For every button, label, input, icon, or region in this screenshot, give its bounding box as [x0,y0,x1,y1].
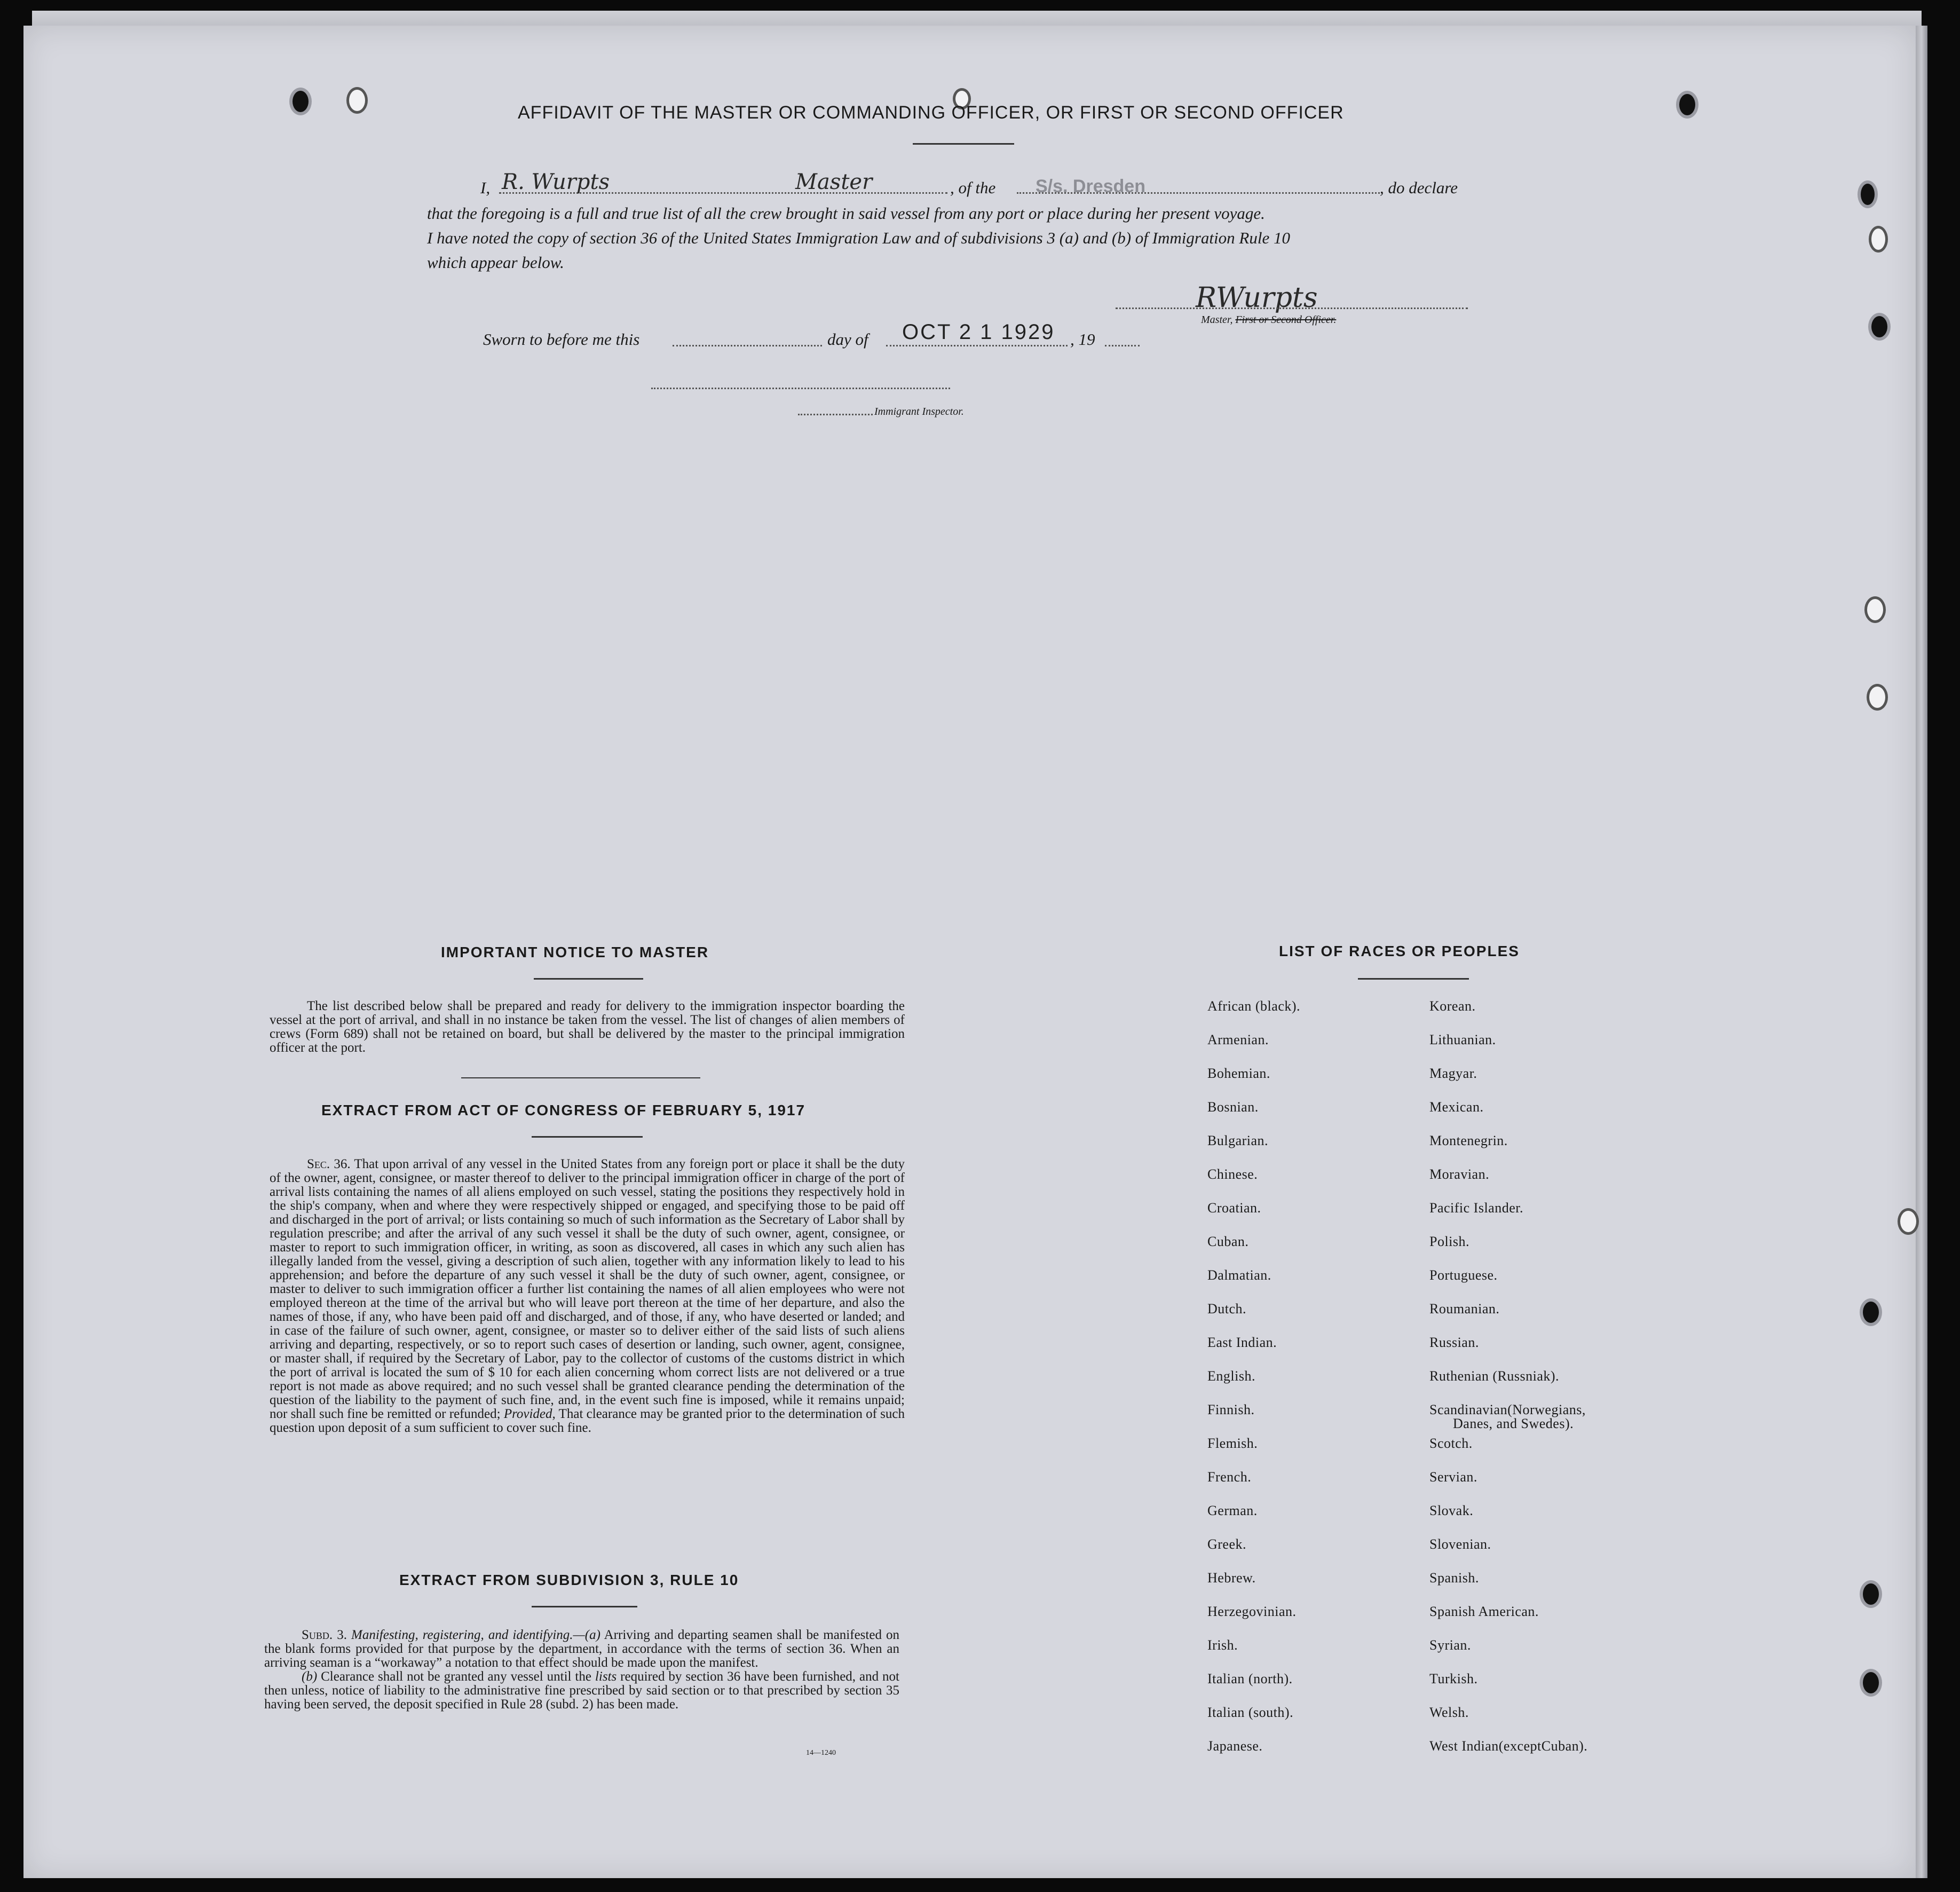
race-item: Korean. [1429,998,1476,1014]
inspector-caption: Immigrant Inspector. [874,406,964,417]
race-item: Turkish. [1429,1671,1478,1686]
punch-hole-icon [1871,316,1887,337]
sec-label: Sec. 36. [307,1157,351,1171]
b-text-2: required by section 36 have been furnished, and not then unless, notice of liability to the administrative fine prescribed by said section or to that prescribed by section 35 having been served, the deposit specified in Rule 28 (subd. 2) has been made. [264,1669,899,1712]
race-item: Slovak. [1429,1503,1474,1518]
b-lists: lists [595,1669,617,1684]
title-underline [913,143,1014,145]
race-item: Italian (south). [1207,1705,1294,1720]
notice-heading: IMPORTANT NOTICE TO MASTER [441,944,709,960]
race-item: French. [1207,1469,1252,1485]
races-heading: LIST OF RACES OR PEOPLES [1279,943,1520,959]
form-number: 14—1240 [806,1749,836,1757]
affidavit-title: AFFIDAVIT OF THE MASTER OR COMMANDING OFFICER, OR FIRST OR SECOND OFFICER [518,103,1344,123]
race-item: Irish. [1207,1637,1238,1653]
year-blank [1105,345,1140,346]
race-item: West Indian(exceptCuban). [1429,1738,1588,1754]
act-paragraph [270,1157,905,1435]
signature-line [1116,308,1468,309]
race-item: German. [1207,1503,1258,1518]
notice-text [270,999,905,1055]
handwritten-name: R. Wurpts [502,170,610,194]
punch-hole-icon [1869,687,1885,708]
sworn-day-blank [673,345,822,346]
race-item: Scotch. [1429,1436,1473,1451]
rule-paragraph-b [264,1670,899,1712]
race-item: Welsh. [1429,1705,1469,1720]
race-item: Dalmatian. [1207,1267,1271,1283]
race-item: Flemish. [1207,1436,1258,1451]
act-text [270,1157,905,1435]
rule-paragraph-a [264,1628,899,1670]
inspector-line-1 [651,388,950,389]
race-item: Cuban. [1207,1234,1249,1249]
race-item: Lithuanian. [1429,1032,1496,1047]
race-item-continuation: Danes, and Swedes). [1453,1416,1574,1431]
race-item: African (black). [1207,998,1301,1014]
day-of-label: day of [827,330,868,349]
handwritten-rank: Master [795,170,873,194]
race-item: Dutch. [1207,1301,1247,1316]
punch-hole-icon [293,91,309,112]
race-item: East Indian. [1207,1335,1277,1350]
race-item: Spanish American. [1429,1604,1539,1619]
punch-hole-icon [1863,1672,1879,1693]
sec-text: That upon arrival of any vessel in the United States from any foreign port or place it shall be the duty of the owner, agent, consignee, or master thereof to deliver to the principal immigration officer in charge of the port of arrival lists containing the names of all aliens employed on such vessel, stating the positions they respectively hold in the ship's company, when and where they were respectively shipped or engaged, and specifying those to be paid off and discharged in the port of arrival; or lists containing so much of such information as the Secretary of Labor shall by regulation prescribe; and after the arrival of any such vessel it shall be the duty of such owner, agent, consignee, or master to report to such immigration officer, in writing, as soon as discovered, all cases in which any such alien has illegally landed from the vessel, giving a description of such alien, together with any information likely to lead to his apprehension; and before the departure of any such vessel it shall be the duty of such owner, agent, consignee, or master to deliver to such immigration officer a further list containing the names of all alien employees who were not employed thereon at the time of the arrival but who will leave port thereon at the time of her departure, and also the names of those, if any, who have been paid off and discharged, and of those, if any, who have deserted or landed; and in case of the failure of such owner, agent, consignee, or master so to deliver either of the said lists of such aliens arriving and departing, respectively, or so to report such cases of desertion or landing, such owner, agent, consignee, or master shall, if required by the Secretary of Labor, pay to the collector of customs of the customs district in which the port of arrival is located the sum of $ 10 for each alien concerning whom correct lists are not delivered or a true report is not made as above required; and no such vessel shall be granted clearance pending the determination of the question of the liability to the payment of such fine, and, in the event such fine is imposed, while it remains unpaid; nor shall such fine be remitted or refunded; [270,1157,905,1421]
race-item: Croatian. [1207,1200,1261,1216]
race-item: Moravian. [1429,1166,1490,1182]
of-the-label: , of the [950,178,996,197]
signature-caption [1201,314,1336,326]
race-item: English. [1207,1368,1255,1384]
date-stamp: OCT 2 1 1929 [902,320,1055,344]
race-item: Bohemian. [1207,1066,1270,1081]
notice-paragraph: The list described below shall be prepared and ready for delivery to the immigration inspector boarding the vessel at the port of arrival, and shall in no instance be taken from the vessel. The list of changes of alien members of crews (Form 689) shall not be retained on board, but shall be delivered by the master to the principal immigration officer at the port. [270,999,905,1055]
race-item: Montenegrin. [1429,1133,1508,1148]
race-item: Finnish. [1207,1402,1255,1417]
sworn-month-blank [886,345,1068,346]
b-text-1: Clearance shall not be granted any vessel until the [321,1669,591,1684]
declaration-prefix: I, [480,178,491,197]
race-item: Bulgarian. [1207,1133,1269,1148]
page-right-edge [1916,26,1927,1878]
race-item: Portuguese. [1429,1267,1498,1283]
race-item: Pacific Islander. [1429,1200,1523,1216]
provided-text: That clearance may be granted prior to the determination of such question upon deposit of a sum sufficient to cover such fine. [270,1407,905,1435]
race-item: Syrian. [1429,1637,1471,1653]
race-item: Polish. [1429,1234,1470,1249]
race-item: Roumanian. [1429,1301,1500,1316]
rule-heading: EXTRACT FROM SUBDIVISION 3, RULE 10 [399,1572,739,1588]
vessel-name-stamp: S/s. Dresden [1036,176,1145,196]
race-item: Slovenian. [1429,1536,1491,1552]
race-item: Ruthenian (Russniak). [1429,1368,1560,1384]
rule-underline [532,1606,637,1607]
caption-struck: First or Second Officer. [1235,314,1337,326]
signature: RWurpts [1196,282,1318,314]
race-item: Herzegovinian. [1207,1604,1297,1619]
b-label: (b) [302,1669,318,1684]
race-item: Russian. [1429,1335,1479,1350]
race-item: Japanese. [1207,1738,1263,1754]
race-item: Bosnian. [1207,1099,1259,1115]
document-page [23,26,1916,1878]
race-item: Servian. [1429,1469,1477,1485]
punch-hole-icon [1863,1302,1879,1323]
punch-hole-icon [1679,94,1695,115]
punch-hole-icon [1900,1211,1916,1232]
race-item: Spanish. [1429,1570,1479,1586]
provided-label: Provided, [503,1407,556,1421]
race-item: Magyar. [1429,1066,1477,1081]
punch-hole-icon [349,90,365,111]
punch-hole-icon [1863,1583,1879,1605]
year-prefix: , 19 [1070,330,1095,349]
subd-text: Arriving and departing seamen shall be manifested on the blank forms provided for that purpose by the department, in accordance with the terms of section 36. When an arriving seaman is a “workaway” a notation to that effect should be made upon the manifest. [264,1628,899,1670]
notice-divider [461,1077,700,1078]
notice-underline [534,978,643,980]
race-item: Greek. [1207,1536,1247,1552]
sworn-prefix: Sworn to before me this [483,330,640,349]
subd-title: Manifesting, registering, and identifying.—(a) [351,1628,600,1642]
declaration-line-4: which appear below. [427,253,564,272]
caption-master: Master, [1201,314,1233,326]
punch-hole-icon [1861,184,1875,205]
declaration-line-3: I have noted the copy of section 36 of the United States Immigration Law and of subdivisions 3 (a) and (b) of Immigration Rule 10 [427,228,1290,247]
act-underline [532,1136,643,1138]
punch-hole-icon [1871,228,1885,250]
declaration-line-2: that the foregoing is a full and true list of all the crew brought in said vessel from any port or place during her present voyage. [427,204,1265,223]
rule-text [264,1628,899,1712]
punch-hole-icon [1867,599,1883,620]
act-heading: EXTRACT FROM ACT OF CONGRESS OF FEBRUARY 5, 1917 [321,1102,806,1118]
race-item: Armenian. [1207,1032,1269,1047]
race-item: Scandinavian(Norwegians, [1429,1402,1586,1417]
race-item: Mexican. [1429,1099,1484,1115]
inspector-line-2 [798,414,873,415]
subd-label: Subd. 3. [302,1628,347,1642]
race-item: Hebrew. [1207,1570,1256,1586]
race-item: Italian (north). [1207,1671,1293,1686]
races-underline [1358,978,1469,980]
declare-suffix: , do declare [1380,178,1458,197]
race-item: Chinese. [1207,1166,1258,1182]
